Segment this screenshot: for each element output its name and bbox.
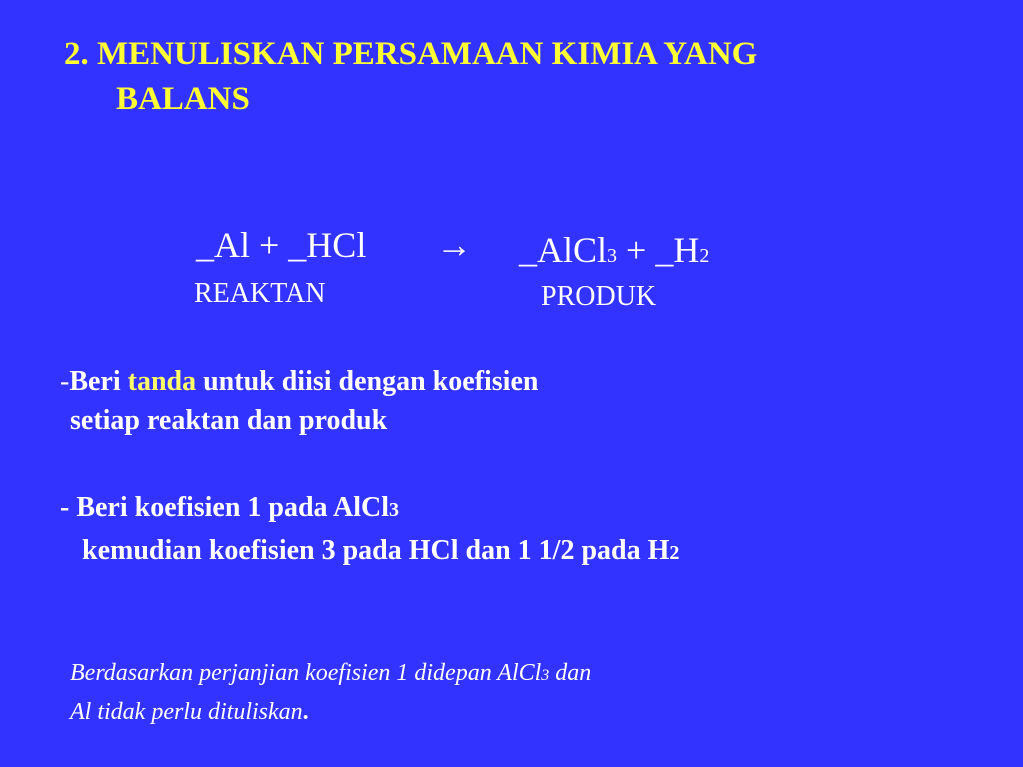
bullet1-line1 [60,368,538,396]
label-produk: PRODUK [541,281,657,312]
slide-title-line2: BALANS [116,81,250,117]
reaction-arrow: → [436,225,472,265]
note-line2 [70,700,309,724]
bullet2-line2 [82,537,679,565]
product-alcl: _AlCl [519,230,608,270]
product-alcl-subscript: 3 [607,245,618,267]
slide-title-line1: 2. MENULISKAN PERSAMAAN KIMIA YANG [64,36,758,72]
bullet2-line2-text: kemudian koefisien 3 pada HCl dan 1 1/2 pada H [82,535,670,566]
product-h-subscript: 2 [699,245,710,267]
bullet2-line1 [60,494,399,522]
label-reaktan: REAKTAN [194,278,326,309]
bullet1-highlight: tanda [127,366,197,397]
note-line1-text: Berdasarkan perjanjian koefisien 1 didepan AlCl [70,660,542,686]
note-line1 [70,661,591,685]
bullet1-word: Beri [69,366,128,397]
note-subscript: 3 [541,667,550,684]
product-h: + _H [617,230,700,270]
bullet2-line1-text: - Beri koefisien 1 pada AlCl [60,492,390,523]
equation-products [519,232,709,268]
bullet2-line1-subscript: 3 [389,499,400,521]
note-line1-end: dan [549,660,592,686]
bullet1-dash: - [60,366,70,397]
equation-reactants: _Al + _HCl [196,225,367,265]
bullet1-line2: setiap reaktan dan produk [70,405,388,436]
bullet1-rest: untuk diisi dengan koefisien [196,366,539,397]
note-period: . [302,699,309,725]
bullet2-line2-subscript: 2 [669,542,680,564]
note-line2-text: Al tidak perlu dituliskan [70,699,303,725]
